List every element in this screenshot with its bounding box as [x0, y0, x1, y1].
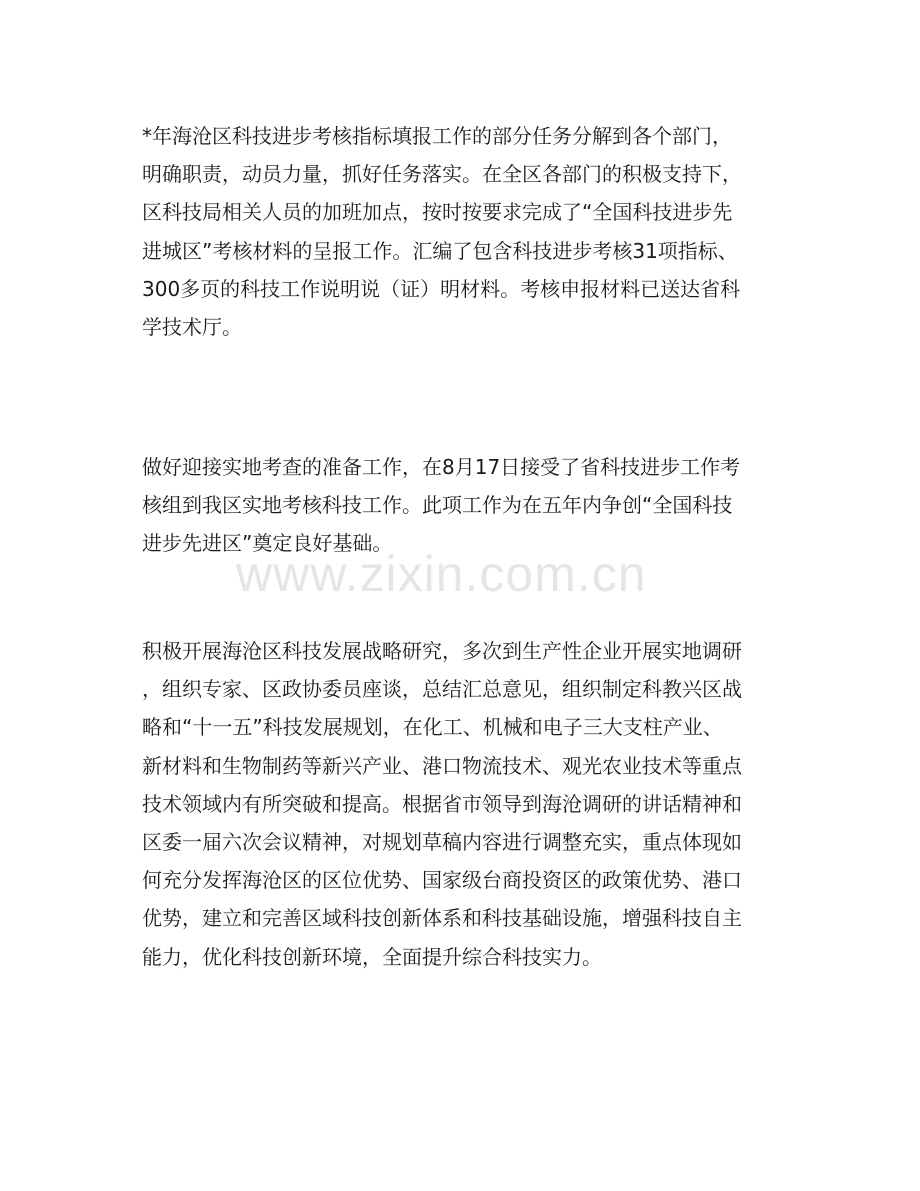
text-line: 积极开展海沧区科技发展战略研究，多次到生产性企业开展实地调研 [142, 639, 742, 663]
text-line: 做好迎接实地考查的准备工作，在8月17日接受了省科技进步工作考 [142, 455, 741, 479]
text-line: 技术领域内有所突破和提高。根据省市领导到海沧调研的讲话精神和 [142, 791, 742, 816]
paragraph-1 [142, 117, 782, 346]
text-line: 进步先进区”奠定良好基础。 [142, 531, 393, 556]
text-line: 区委一届六次会议精神，对规划草稿内容进行调整充实，重点体现如 [142, 829, 742, 854]
paragraph-3 [142, 632, 782, 976]
text-line: 何充分发挥海沧区的区位优势、国家级台商投资区的政策优势、港口 [142, 868, 742, 893]
text-line: 能力，优化科技创新环境，全面提升综合科技实力。 [142, 944, 602, 969]
paragraph-2 [142, 448, 782, 563]
text-line: 进城区”考核材料的呈报工作。汇编了包含科技进步考核31项指标、 [142, 238, 738, 263]
text-line: 优势，建立和完善区域科技创新体系和科技基础设施，增强科技自主 [142, 906, 742, 931]
text-line: 新材料和生物制药等新兴产业、港口物流技术、观光农业技术等重点 [142, 753, 742, 778]
text-line: 300多页的科技工作说明说（证）明材料。考核申报材料已送达省科 [142, 276, 741, 301]
text-line: 核组到我区实地考核科技工作。此项工作为在五年内争创“全国科技 [142, 493, 733, 518]
text-line: 略和“十一五”科技发展规划，在化工、机械和电子三大支柱产业、 [142, 715, 723, 740]
text-line: 学技术厅。 [142, 314, 242, 339]
text-line: *年海沧区科技进步考核指标填报工作的部分任务分解到各个部门， [142, 124, 732, 148]
watermark: www.zixin.com.cn [236, 546, 647, 602]
text-line: 区科技局相关人员的加班加点，按时按要求完成了“全国科技进步先 [142, 200, 733, 225]
text-line: ，组织专家、区政协委员座谈，总结汇总意见，组织制定科教兴区战 [142, 677, 742, 702]
text-line: 明确职责，动员力量，抓好任务落实。在全区各部门的积极支持下， [142, 162, 742, 187]
